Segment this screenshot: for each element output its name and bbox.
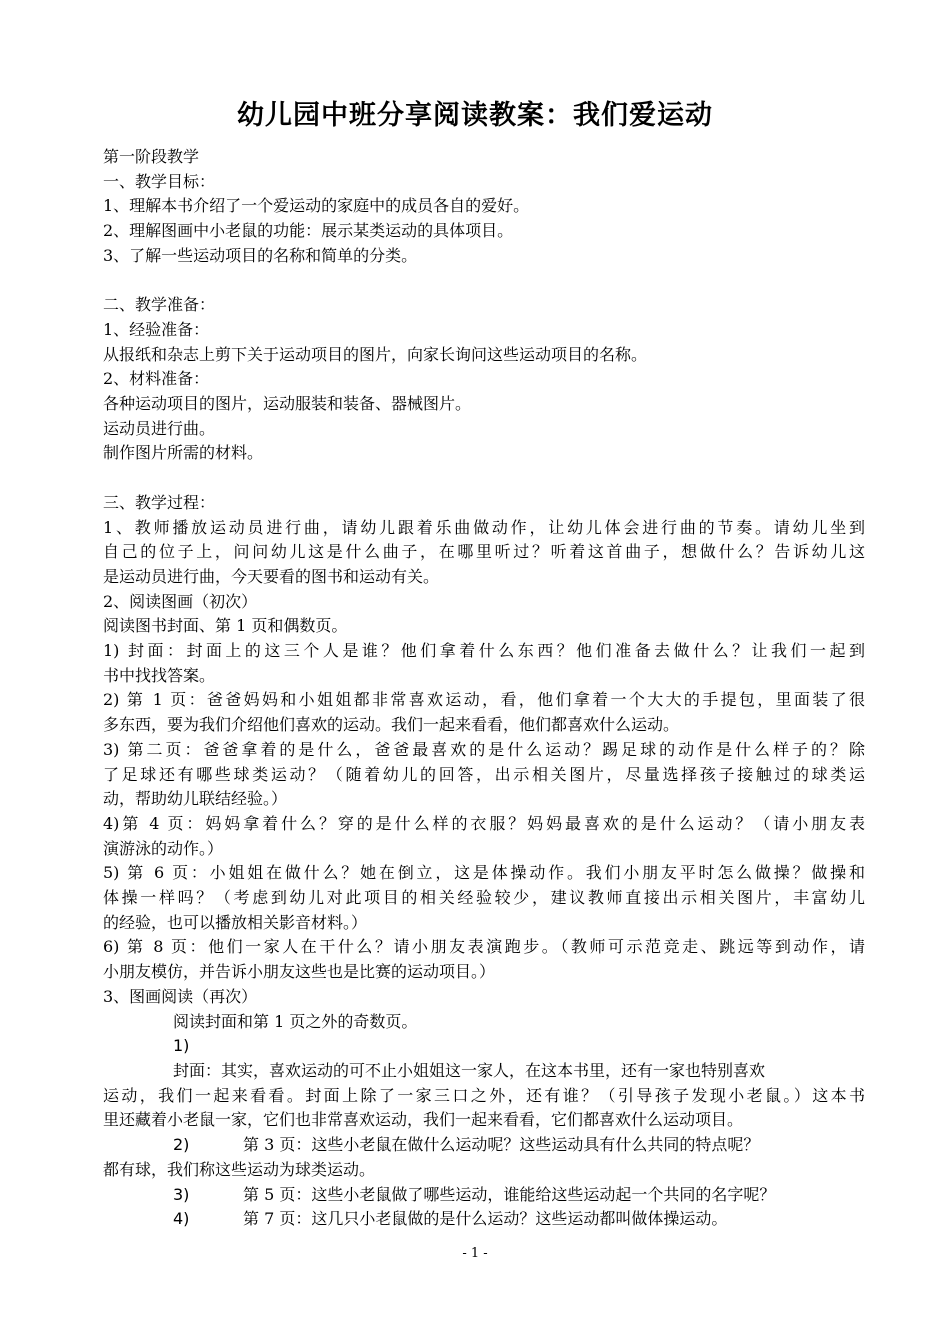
text-line: 阅读封面和第 1 页之外的奇数页。 <box>173 1011 418 1031</box>
text-line: 各种运动项目的图片，运动服装和装备、器械图片。 <box>103 394 472 414</box>
text-line: 2、阅读图画（初次） <box>103 591 258 611</box>
text-line: 动，帮助幼儿联结经验。） <box>103 789 288 809</box>
text-line: 3) 第二页：爸爸拿着的是什么，爸爸最喜欢的是什么运动？踢足球的动作是什么样子的？除 <box>103 739 865 759</box>
text-line: 制作图片所需的材料。 <box>103 443 264 463</box>
text-line: 运动，我们一起来看看。封面上除了一家三口之外，还有谁？（引导孩子发现小老鼠。）这本书 <box>103 1085 865 1105</box>
section-heading: 三、教学过程： <box>103 492 216 512</box>
text-line: 演游泳的动作。） <box>103 838 224 858</box>
text-line: 运动员进行曲。 <box>103 418 216 438</box>
text-line: 体操一样吗？（考虑到幼儿对此项目的相关经验较少，建议教师直接出示相关图片，丰富幼儿 <box>103 888 865 908</box>
blank-line <box>103 466 865 491</box>
text-line: 第一阶段教学 <box>103 147 200 166</box>
list-number: 2) <box>173 1135 190 1155</box>
text-line: 是运动员进行曲，今天要看的图书和运动有关。 <box>103 566 440 586</box>
text-line: 阅读图书封面、第 1 页和偶数页。 <box>103 616 348 636</box>
section-heading: 一、教学目标： <box>103 171 216 191</box>
text-line: 多东西，要为我们介绍他们喜欢的运动。我们一起来看看，他们都喜欢什么运动。 <box>103 715 680 735</box>
text-line: 5) 第 6 页：小姐姐在做什么？她在倒立，这是体操动作。我们小朋友平时怎么做操？做操和 <box>103 863 865 883</box>
document-title: 幼儿园中班分享阅读教案：我们爱运动 <box>237 100 713 131</box>
list-number: 1) <box>173 1036 190 1056</box>
text-line: 都有球，我们称这些运动为球类运动。 <box>103 1159 376 1179</box>
text-line: 2、材料准备： <box>103 369 210 389</box>
list-item-text: 第 3 页：这些小老鼠在做什么运动呢？这些运动具有什么共同的特点呢？ <box>243 1135 760 1155</box>
text-line: 3、了解一些运动项目的名称和简单的分类。 <box>103 245 418 265</box>
text-line: 2) 第 1 页：爸爸妈妈和小姐姐都非常喜欢运动，看，他们拿着一个大大的手提包，里面装了很 <box>103 690 865 710</box>
text-line: 书中找找答案。 <box>103 665 216 685</box>
list-item <box>103 1133 865 1158</box>
page-number: - 1 - <box>462 1246 488 1261</box>
text-line: 1) 封面：封面上的这三个人是谁？他们拿着什么东西？他们准备去做什么？让我们一起到 <box>103 641 865 661</box>
text-line: 1、理解本书介绍了一个爱运动的家庭中的成员各自的爱好。 <box>103 196 530 216</box>
text-line: 了足球还有哪些球类运动？（随着幼儿的回答，出示相关图片，尽量选择孩子接触过的球类运 <box>103 764 865 784</box>
text-line: 4)第 4 页：妈妈拿着什么？穿的是什么样的衣服？妈妈最喜欢的是什么运动？（请小朋友表 <box>103 813 865 833</box>
text-line: 的经验，也可以播放相关影音材料。） <box>103 912 368 932</box>
text-line: 从报纸和杂志上剪下关于运动项目的图片，向家长询问这些运动项目的名称。 <box>103 344 648 364</box>
list-item <box>103 1207 865 1232</box>
text-line: 自己的位子上，问问幼儿这是什么曲子，在哪里听过？听着这首曲子，想做什么？告诉幼儿这 <box>103 542 865 562</box>
text-line: 6) 第 8 页：他们一家人在干什么？请小朋友表演跑步。（教师可示范竞走、跳远等到动作，请 <box>103 937 865 957</box>
document-body <box>103 145 865 1232</box>
list-number: 4) <box>173 1209 190 1229</box>
text-line: 1、教师播放运动员进行曲，请幼儿跟着乐曲做动作，让幼儿体会进行曲的节奏。请幼儿坐到 <box>103 517 865 537</box>
text-line: 1、经验准备： <box>103 319 210 339</box>
list-item-text: 第 7 页：这几只小老鼠做的是什么运动？这些运动都叫做体操运动。 <box>243 1209 728 1229</box>
text-line: 里还藏着小老鼠一家，它们也非常喜欢运动，我们一起来看看，它们都喜欢什么运动项目。 <box>103 1110 744 1130</box>
list-item-text: 第 5 页：这些小老鼠做了哪些运动，谁能给这些运动起一个共同的名字呢？ <box>243 1184 776 1204</box>
text-line: 2、理解图画中小老鼠的功能：展示某类运动的具体项目。 <box>103 221 514 241</box>
list-item <box>103 1183 865 1208</box>
list-number: 3) <box>173 1184 190 1204</box>
text-line: 3、图画阅读（再次） <box>103 986 258 1006</box>
text-line: 小朋友模仿，并告诉小朋友这些也是比赛的运动项目。） <box>103 962 496 982</box>
blank-line <box>103 269 865 294</box>
section-heading: 二、教学准备： <box>103 295 216 315</box>
text-line: 封面：其实，喜欢运动的可不止小姐姐这一家人，在这本书里，还有一家也特别喜欢 <box>173 1060 766 1080</box>
